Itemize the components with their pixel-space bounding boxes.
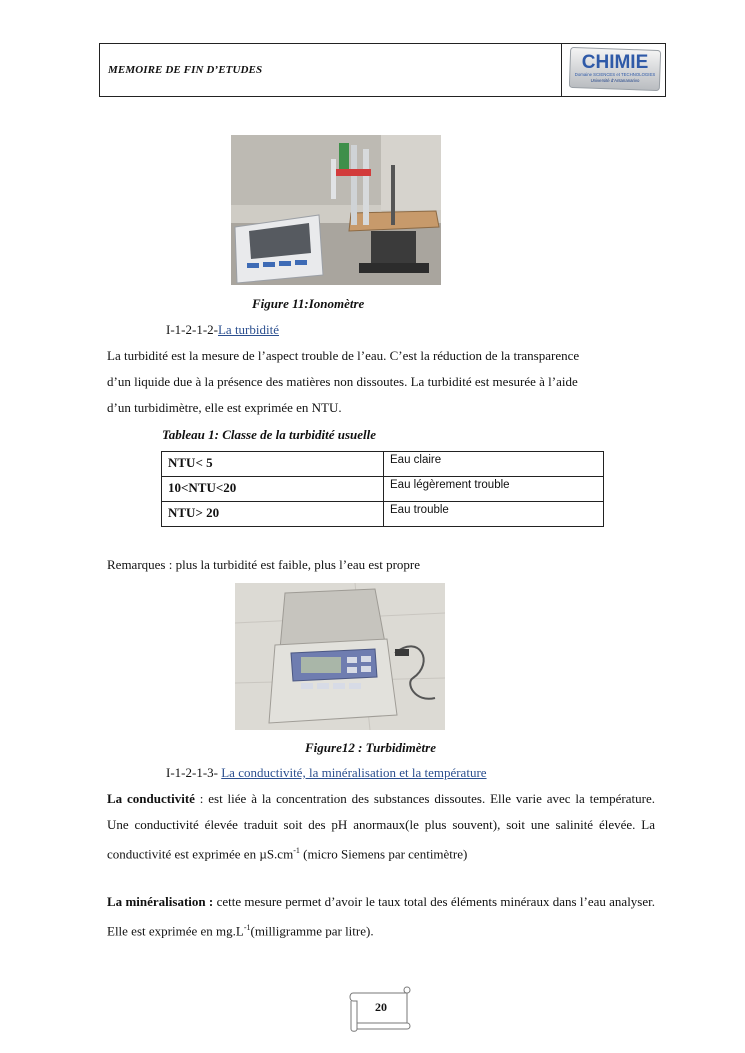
conductivite-exponent: -1 <box>293 846 300 855</box>
section-turbidite-link[interactable]: La turbidité <box>217 322 279 337</box>
mineralisation-paragraph <box>107 889 655 944</box>
header-title: MEMOIRE DE FIN D’ETUDES <box>108 64 263 76</box>
table-cell-label: Eau claire <box>384 452 604 477</box>
conductivite-term: La conductivité <box>107 791 195 806</box>
mineralisation-term: La minéralisation : <box>107 894 214 909</box>
table-cell-label: Eau légèrement trouble <box>384 477 604 502</box>
figure-12-caption: Figure12 : Turbidimètre <box>305 740 436 755</box>
mineralisation-text: cette mesure permet d’avoir le taux total des éléments minéraux dans l’eau analyser. Elle est exprimée en mg.L <box>107 894 655 939</box>
figure-12-image <box>235 583 445 730</box>
section-conductivite-link[interactable]: La conductivité, la minéralisation et la température <box>221 765 487 780</box>
section-turbidite-heading <box>166 322 279 338</box>
conductivite-text: : est liée à la concentration des substances dissoutes. Elle varie avec la température. Une conductivité élevée traduit soit des pH anormaux(le plus souvent), soit une salinité élevée. La conductivité est exprimée en µS.cm <box>107 791 655 862</box>
mineralisation-text-end: (milligramme par litre). <box>250 923 374 939</box>
logo-text: CHIMIE <box>581 52 649 73</box>
remark-text: Remarques : plus la turbidité est faible, plus l’eau est propre <box>107 557 420 572</box>
section-conductivite-heading <box>166 765 487 781</box>
figure-11-caption: Figure 11:Ionomètre <box>252 296 365 311</box>
page-number-scroll <box>347 985 415 1033</box>
logo-subtitle-1: Domaine SCIENCES et TECHNOLOGIES <box>574 72 656 77</box>
section-number: I-1-2-1-3- <box>166 765 222 780</box>
conductivite-text-end: (micro Siemens par centimètre) <box>299 846 468 862</box>
turbidite-line-3: d’un turbidimètre, elle est exprimée en NTU. <box>107 400 342 415</box>
conductivite-paragraph <box>107 786 655 867</box>
figure-11-image <box>231 135 441 285</box>
table-cell-label: Eau trouble <box>384 502 604 527</box>
table-row <box>162 477 604 502</box>
table-cell-range: 10<NTU<20 <box>162 477 384 502</box>
turbidity-class-table <box>161 451 604 527</box>
page-number: 20 <box>375 1000 387 1014</box>
section-number: I-1-2-1-2- <box>166 322 218 337</box>
table-row <box>162 502 604 527</box>
header-divider <box>561 44 562 96</box>
mineralisation-exponent: -1 <box>243 923 251 932</box>
logo-subtitle-2: Université d'Antananarivo <box>590 78 640 83</box>
turbidite-line-1: La turbidité est la mesure de l’aspect trouble de l’eau. C’est la réduction de la transparence <box>107 348 580 363</box>
turbidite-line-2: d’un liquide due à la présence des matières non dissoutes. La turbidité est mesurée à l’aide <box>107 374 578 389</box>
table-1-caption: Tableau 1: Classe de la turbidité usuelle <box>162 427 377 442</box>
page-header <box>99 43 666 97</box>
table-cell-range: NTU< 5 <box>162 452 384 477</box>
table-cell-range: NTU> 20 <box>162 502 384 527</box>
table-row <box>162 452 604 477</box>
chimie-logo <box>569 47 662 91</box>
